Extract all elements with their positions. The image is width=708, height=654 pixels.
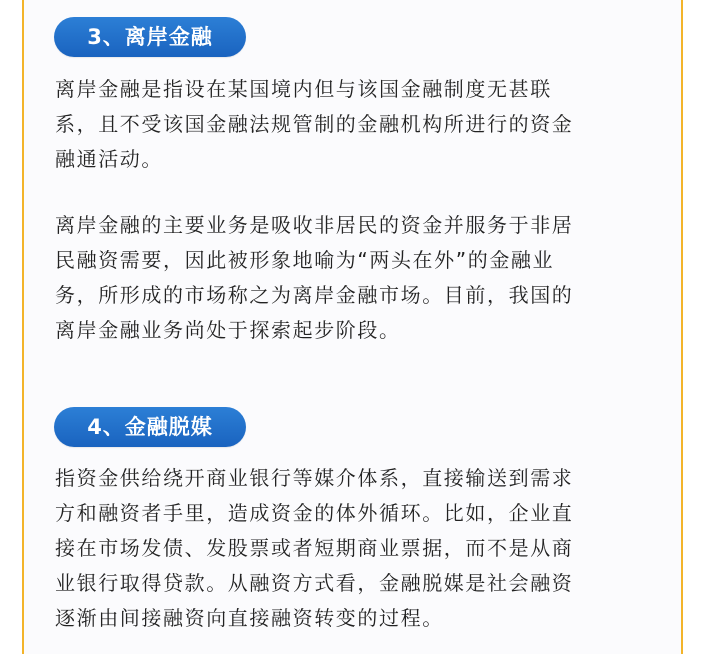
text-line: 融通活动。 [55,147,163,171]
text-line: 离岸金融的主要业务是吸收非居民的资金并服务于非居 [55,213,574,237]
text-line: 系，且不受该国金融法规管制的金融机构所进行的资金 [55,112,574,136]
text-line: 民融资需要，因此被形象地喻为“两头在外”的金融业 [55,248,555,272]
text-line: 指资金供给绕开商业银行等媒介体系，直接输送到需求 [55,466,574,490]
text-line: 离岸金融业务尚处于探索起步阶段。 [55,318,401,342]
text-line: 方和融资者手里，造成资金的体外循环。比如，企业直 [55,501,574,525]
text-line: 逐渐由间接融资向直接融资转变的过程。 [55,606,444,630]
text-line: 接在市场发债、发股票或者短期商业票据，而不是从商 [55,536,574,560]
section-heading-financial-disintermediation: 4、金融脱媒 [54,407,246,447]
text-line: 务，所形成的市场称之为离岸金融市场。目前，我国的 [55,283,574,307]
text-line: 离岸金融是指设在某国境内但与该国金融制度无甚联 [55,77,552,101]
paragraph-disintermediation-definition [55,461,615,636]
right-border-line [681,0,683,654]
section-heading-offshore-finance: 3、离岸金融 [54,17,246,57]
paragraph-offshore-definition [55,72,615,177]
text-line: 业银行取得贷款。从融资方式看，金融脱媒是社会融资 [55,571,574,595]
paragraph-offshore-business [55,208,615,348]
